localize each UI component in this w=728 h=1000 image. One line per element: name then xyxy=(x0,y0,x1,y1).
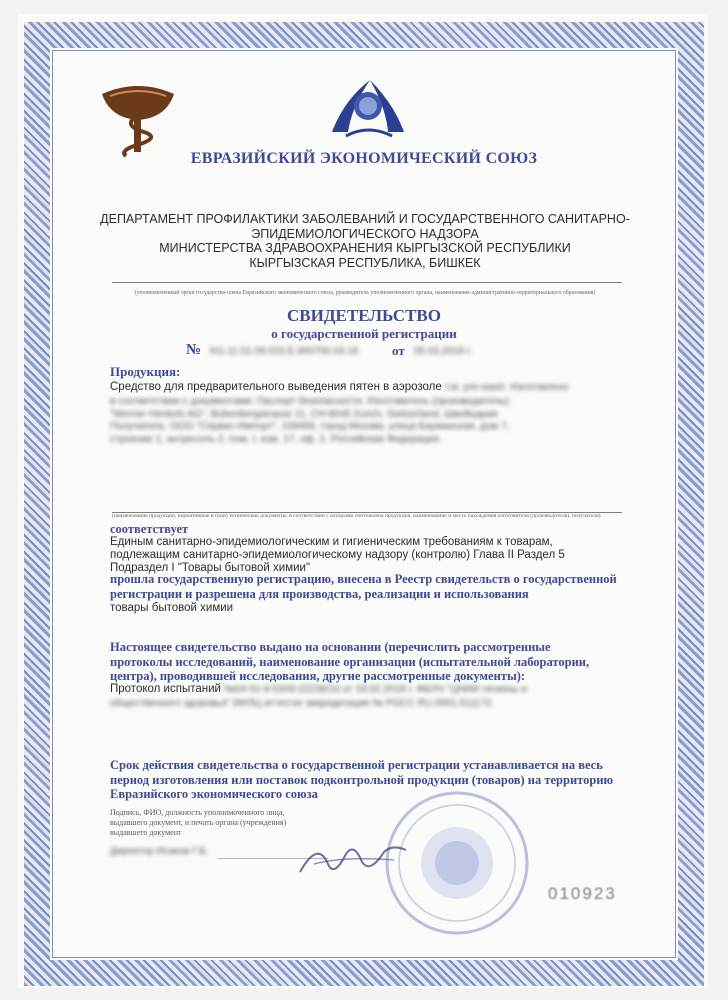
signature-caption xyxy=(110,808,286,838)
basis-text xyxy=(110,640,670,684)
product-details xyxy=(110,396,610,446)
product-detail-line: Получатель: ООО "Сервис-Импорт", 109456, город Москва, улица Бауманская, дом 7, xyxy=(110,421,510,432)
basis-line: протоколы исследований, наименование организации (испытательной лаборатории, xyxy=(110,654,590,669)
registration-line: прошла государственную регистрацию, внесена в Реестр свидетельств о государственной xyxy=(110,572,617,586)
product-text xyxy=(110,381,568,393)
certificate-title: СВИДЕТЕЛЬСТВО xyxy=(287,306,441,325)
authority-block xyxy=(70,212,660,270)
number-sign: № xyxy=(186,342,202,358)
union-title: ЕВРАЗИЙСКИЙ ЭКОНОМИЧЕСКИЙ СОЮЗ xyxy=(190,150,538,167)
compliance-label: соответствует xyxy=(110,522,189,536)
basis-line: центра), проводившей исследования, другие рассмотренные документы): xyxy=(110,669,526,683)
signature-caption-line: выдавшего документ xyxy=(110,828,182,837)
certificate-number: KG.11.01.09.015.E.000700.03.18 xyxy=(210,346,359,357)
validity-line: период изготовления или поставок подконтрольной продукции (товаров) на территорию xyxy=(110,772,614,787)
product-blurred-first: т.м. pre-wash. Изготовлено xyxy=(444,382,569,393)
product-visible: Средство для предварительного выведения пятен в аэрозоле xyxy=(110,381,442,393)
caduceus-bowl-emblem xyxy=(96,74,180,158)
certificate-date: 05.03.2018 г. xyxy=(414,346,473,357)
product-label: Продукция: xyxy=(110,364,181,379)
basis-visible: Протокол испытаний xyxy=(110,683,221,695)
signature-caption-line: Подпись, ФИО, должность уполномоченного лица, xyxy=(110,808,285,817)
compliance-line: Единым санитарно-эпидемиологическим и гигиеническим требованиям к товарам, xyxy=(110,536,553,548)
basis-blurred-first: №04-01-9-0209-22236/10 от 19.02.2018 г. ФБУН "ЦНИИ гигиены и xyxy=(224,684,527,695)
authority-line: ЭПИДЕМИОЛОГИЧЕСКОГО НАДЗОРА xyxy=(251,226,479,241)
authority-line: МИНИСТЕРСТВА ЗДРАВООХРАНЕНИЯ КЫРГЫЗСКОЙ РЕСПУБЛИКИ xyxy=(159,241,571,255)
date-label: от xyxy=(392,343,405,358)
registration-text xyxy=(110,572,670,601)
compliance-line: подлежащим санитарно-эпидемиологическому надзору (контролю) Глава II Раздел 5 xyxy=(110,549,565,561)
compliance-line: Подраздел I "Товары бытовой химии" xyxy=(110,562,311,574)
certificate-subtitle: о государственной регистрации xyxy=(271,326,457,341)
basis-line: Настоящее свидетельство выдано на основании (перечислить рассмотренные xyxy=(110,640,551,654)
registration-line: регистрации и разрешена для производства, реализации и использования xyxy=(110,586,529,601)
authority-note: (уполномоченный орган государства-члена Евразийского экономического союза, руководитель уполномоченного органа, наименование административно-территориального образования) xyxy=(134,290,596,296)
validity-line: Евразийского экономического союза xyxy=(110,787,318,801)
product-detail-line: в соответствии с документами: Паспорт безопасности. Изготовитель (производитель): xyxy=(110,396,512,407)
signer-name: Директор Исаков Г.Б. xyxy=(110,846,209,857)
serial-number: 010923 xyxy=(548,884,617,903)
product-detail-line: "Werner Henkels AG", Bubenbergstrasse 11, CH-8045 Zurich, Switzerland, Швейцария. xyxy=(110,408,501,420)
signature-caption-line: выдавшего документ, и печать органа (учреждения) xyxy=(110,818,287,827)
validity-line: Срок действия свидетельства о государственной регистрации устанавливается на весь xyxy=(110,758,603,772)
authority-line: КЫРГЫЗСКАЯ РЕСПУБЛИКА, БИШКЕК xyxy=(249,255,481,270)
product-detail-line: строение 1, антресоль 2, пом. I, ком. 17, оф. 2, Российская Федерация. xyxy=(110,433,442,445)
product-note: (наименование продукции, нормативные и (или) технические документы, в соответствии с которыми изготовлена продукция, наименование и место нахождения изготовителя (производителя), получателя) xyxy=(112,513,601,519)
signature-scribble xyxy=(294,834,414,882)
authority-line: ДЕПАРТАМЕНТ ПРОФИЛАКТИКИ ЗАБОЛЕВАНИЙ И ГОСУДАРСТВЕННОГО САНИТАРНО- xyxy=(100,212,630,226)
compliance-text xyxy=(110,536,640,575)
basis-blurred-second: общественного здоровья" ИИЛЦ аттестат аккредитации № РОСС RU.0001.511172. xyxy=(110,698,495,709)
eaeu-globe-emblem xyxy=(322,70,414,140)
registration-value: товары бытовой химии xyxy=(110,602,234,614)
authority-rule xyxy=(112,282,622,283)
basis-protocol xyxy=(110,683,527,695)
